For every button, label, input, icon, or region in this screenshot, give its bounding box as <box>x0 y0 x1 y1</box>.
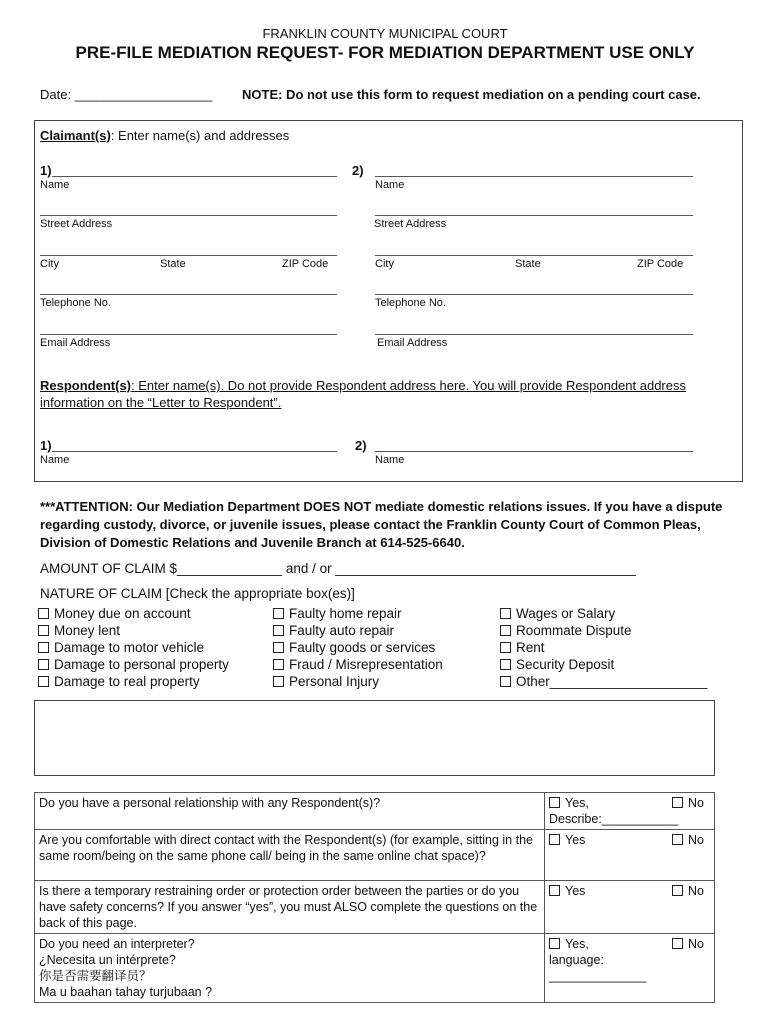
claim-option[interactable]: Damage to motor vehicle <box>38 639 229 656</box>
no-option[interactable]: No <box>672 832 704 848</box>
claimant-1-street-field[interactable] <box>40 215 337 216</box>
claimant-1-email-field[interactable] <box>40 334 337 335</box>
checkbox-icon[interactable] <box>500 608 511 619</box>
claim-option[interactable]: Rent <box>500 639 707 656</box>
respondents-instruction: : Enter name(s). Do not provide Respondent address here. You will provide Respondent address <box>131 378 686 393</box>
claim-option[interactable]: Personal Injury <box>273 673 443 690</box>
language-field[interactable]: ______________ <box>549 969 647 983</box>
claimant-2-city-field[interactable] <box>375 255 693 256</box>
claimant-2-email-label: Email Address <box>377 337 448 349</box>
no-option[interactable]: No <box>672 795 704 811</box>
checkbox-icon[interactable] <box>273 659 284 670</box>
claimant-2-zip-label: ZIP Code <box>637 258 684 270</box>
answer-safety: Yes No <box>545 881 715 934</box>
language-label: language: <box>549 953 604 967</box>
interpreter-spanish: ¿Necesita un intérprete? <box>39 953 176 967</box>
claimant-2-state-label: State <box>515 258 541 270</box>
checkbox-icon[interactable] <box>500 676 511 687</box>
claim-option[interactable]: Faulty auto repair <box>273 622 443 639</box>
claimant-1-name-field[interactable] <box>52 176 337 177</box>
claimant-2-name-field[interactable] <box>375 176 693 177</box>
claim-option[interactable]: Faulty goods or services <box>273 639 443 656</box>
respondents-instruction-line2: information on the “Letter to Respondent”. <box>40 395 282 410</box>
claimant-1-city-field[interactable] <box>40 255 337 256</box>
claim-option[interactable]: Fraud / Misrepresentation <box>273 656 443 673</box>
claimant-2-number: 2) <box>352 163 364 178</box>
respondent-2-name-label: Name <box>375 454 405 466</box>
interpreter-somali: Ma u baahan tahay turjubaan ? <box>39 985 213 999</box>
claim-option[interactable]: Security Deposit <box>500 656 707 673</box>
checkbox-icon[interactable] <box>672 938 683 949</box>
form-title: PRE-FILE MEDIATION REQUEST- FOR MEDIATION DEPARTMENT USE ONLY <box>75 43 695 62</box>
interpreter-english: Do you need an interpreter? <box>39 937 195 951</box>
question-relationship: Do you have a personal relationship with any Respondent(s)? <box>35 793 545 830</box>
amount-of-claim-field[interactable]: AMOUNT OF CLAIM $______________ and / or ________________________________________ <box>40 561 636 576</box>
answer-interpreter: Yes, No language: ______________ <box>545 934 715 1003</box>
claimant-2-street-field[interactable] <box>375 215 693 216</box>
checkbox-icon[interactable] <box>500 625 511 636</box>
claimant-2-phone-field[interactable] <box>375 294 693 295</box>
checkbox-icon[interactable] <box>273 625 284 636</box>
no-option[interactable]: No <box>672 936 704 952</box>
checkbox-icon[interactable] <box>549 885 560 896</box>
question-row <box>35 793 715 830</box>
questions-table <box>34 792 715 1003</box>
checkbox-icon[interactable] <box>500 659 511 670</box>
claimant-2-city-label: City <box>375 258 394 270</box>
question-row <box>35 881 715 934</box>
respondents-label: Respondent(s) <box>40 378 131 393</box>
answer-relationship: Yes, No Describe:___________ <box>545 793 715 830</box>
checkbox-icon[interactable] <box>38 608 49 619</box>
nature-column-3 <box>500 605 707 690</box>
checkbox-icon[interactable] <box>500 642 511 653</box>
question-row <box>35 934 715 1003</box>
describe-field[interactable]: Describe:___________ <box>549 812 679 826</box>
checkbox-icon[interactable] <box>273 676 284 687</box>
court-name: FRANKLIN COUNTY MUNICIPAL COURT <box>262 26 508 41</box>
claimant-2-name-label: Name <box>375 179 405 191</box>
attention-notice: ***ATTENTION: Our Mediation Department DOES NOT mediate domestic relations issues. If you have a dispute regarding custody, divorce, or juvenile issues, please contact the Franklin County Court of Common Pleas, Division of Domestic Relations and Juvenile Branch at 614-525-6640. <box>40 499 723 550</box>
checkbox-icon[interactable] <box>672 797 683 808</box>
nature-column-2 <box>273 605 443 690</box>
question-contact: Are you comfortable with direct contact with the Respondent(s) (for example, sitting in the same room/being on the same phone call/ being in the same online chat space)? <box>35 830 545 881</box>
nature-of-claim-heading: NATURE OF CLAIM [Check the appropriate box(es)] <box>40 586 355 601</box>
respondents-heading <box>40 378 686 393</box>
note-text: NOTE: Do not use this form to request mediation on a pending court case. <box>242 87 701 102</box>
claimant-1-phone-label: Telephone No. <box>40 297 111 309</box>
claimant-1-name-label: Name <box>40 179 70 191</box>
claim-option[interactable]: Roommate Dispute <box>500 622 707 639</box>
checkbox-icon[interactable] <box>38 659 49 670</box>
checkbox-icon[interactable] <box>549 938 560 949</box>
claimant-1-number: 1) <box>40 163 52 178</box>
question-safety: Is there a temporary restraining order or protection order between the parties or do you have safety concerns? If you answer “yes”, you must ALSO complete the questions on the back of this page. <box>35 881 545 934</box>
respondent-1-number: 1) <box>40 438 52 453</box>
question-interpreter <box>35 934 545 1003</box>
claimant-2-email-field[interactable] <box>375 334 693 335</box>
checkbox-icon[interactable] <box>38 625 49 636</box>
claimants-label: Claimant(s) <box>40 128 111 143</box>
answer-contact: Yes No <box>545 830 715 881</box>
claimant-1-state-label: State <box>160 258 186 270</box>
nature-column-1 <box>38 605 229 690</box>
claimants-instruction: : Enter name(s) and addresses <box>110 128 290 143</box>
claimant-1-phone-field[interactable] <box>40 294 337 295</box>
respondent-2-number: 2) <box>355 438 367 453</box>
claimant-1-zip-label: ZIP Code <box>282 258 329 270</box>
checkbox-icon[interactable] <box>38 642 49 653</box>
claim-description-box[interactable] <box>34 700 715 776</box>
claim-option[interactable]: Faulty home repair <box>273 605 443 622</box>
checkbox-icon[interactable] <box>549 834 560 845</box>
claim-option[interactable]: Damage to personal property <box>38 656 229 673</box>
checkbox-icon[interactable] <box>672 885 683 896</box>
claimant-1-street-label: Street Address <box>40 218 113 230</box>
interpreter-chinese: 你是否需要翻译员？ <box>39 969 152 983</box>
claim-option[interactable]: Wages or Salary <box>500 605 707 622</box>
checkbox-icon[interactable] <box>38 676 49 687</box>
claimant-1-city-label: City <box>40 258 59 270</box>
respondent-2-name-field[interactable] <box>375 451 693 452</box>
claim-option[interactable]: Damage to real property <box>38 673 229 690</box>
claim-option[interactable]: Other_____________________ <box>500 673 707 690</box>
checkbox-icon[interactable] <box>672 834 683 845</box>
claim-option[interactable]: Money lent <box>38 622 229 639</box>
no-option[interactable]: No <box>672 883 704 899</box>
question-row <box>35 830 715 881</box>
checkbox-icon[interactable] <box>549 797 560 808</box>
claim-option[interactable]: Money due on account <box>38 605 229 622</box>
checkbox-icon[interactable] <box>273 608 284 619</box>
respondent-1-name-field[interactable] <box>52 451 337 452</box>
checkbox-icon[interactable] <box>273 642 284 653</box>
claimants-heading <box>40 128 289 143</box>
date-field[interactable]: Date: ___________________ <box>40 87 213 102</box>
respondent-1-name-label: Name <box>40 454 70 466</box>
claimant-2-street-label: Street Address <box>374 218 447 230</box>
claimant-1-email-label: Email Address <box>40 337 111 349</box>
claimant-2-phone-label: Telephone No. <box>375 297 446 309</box>
